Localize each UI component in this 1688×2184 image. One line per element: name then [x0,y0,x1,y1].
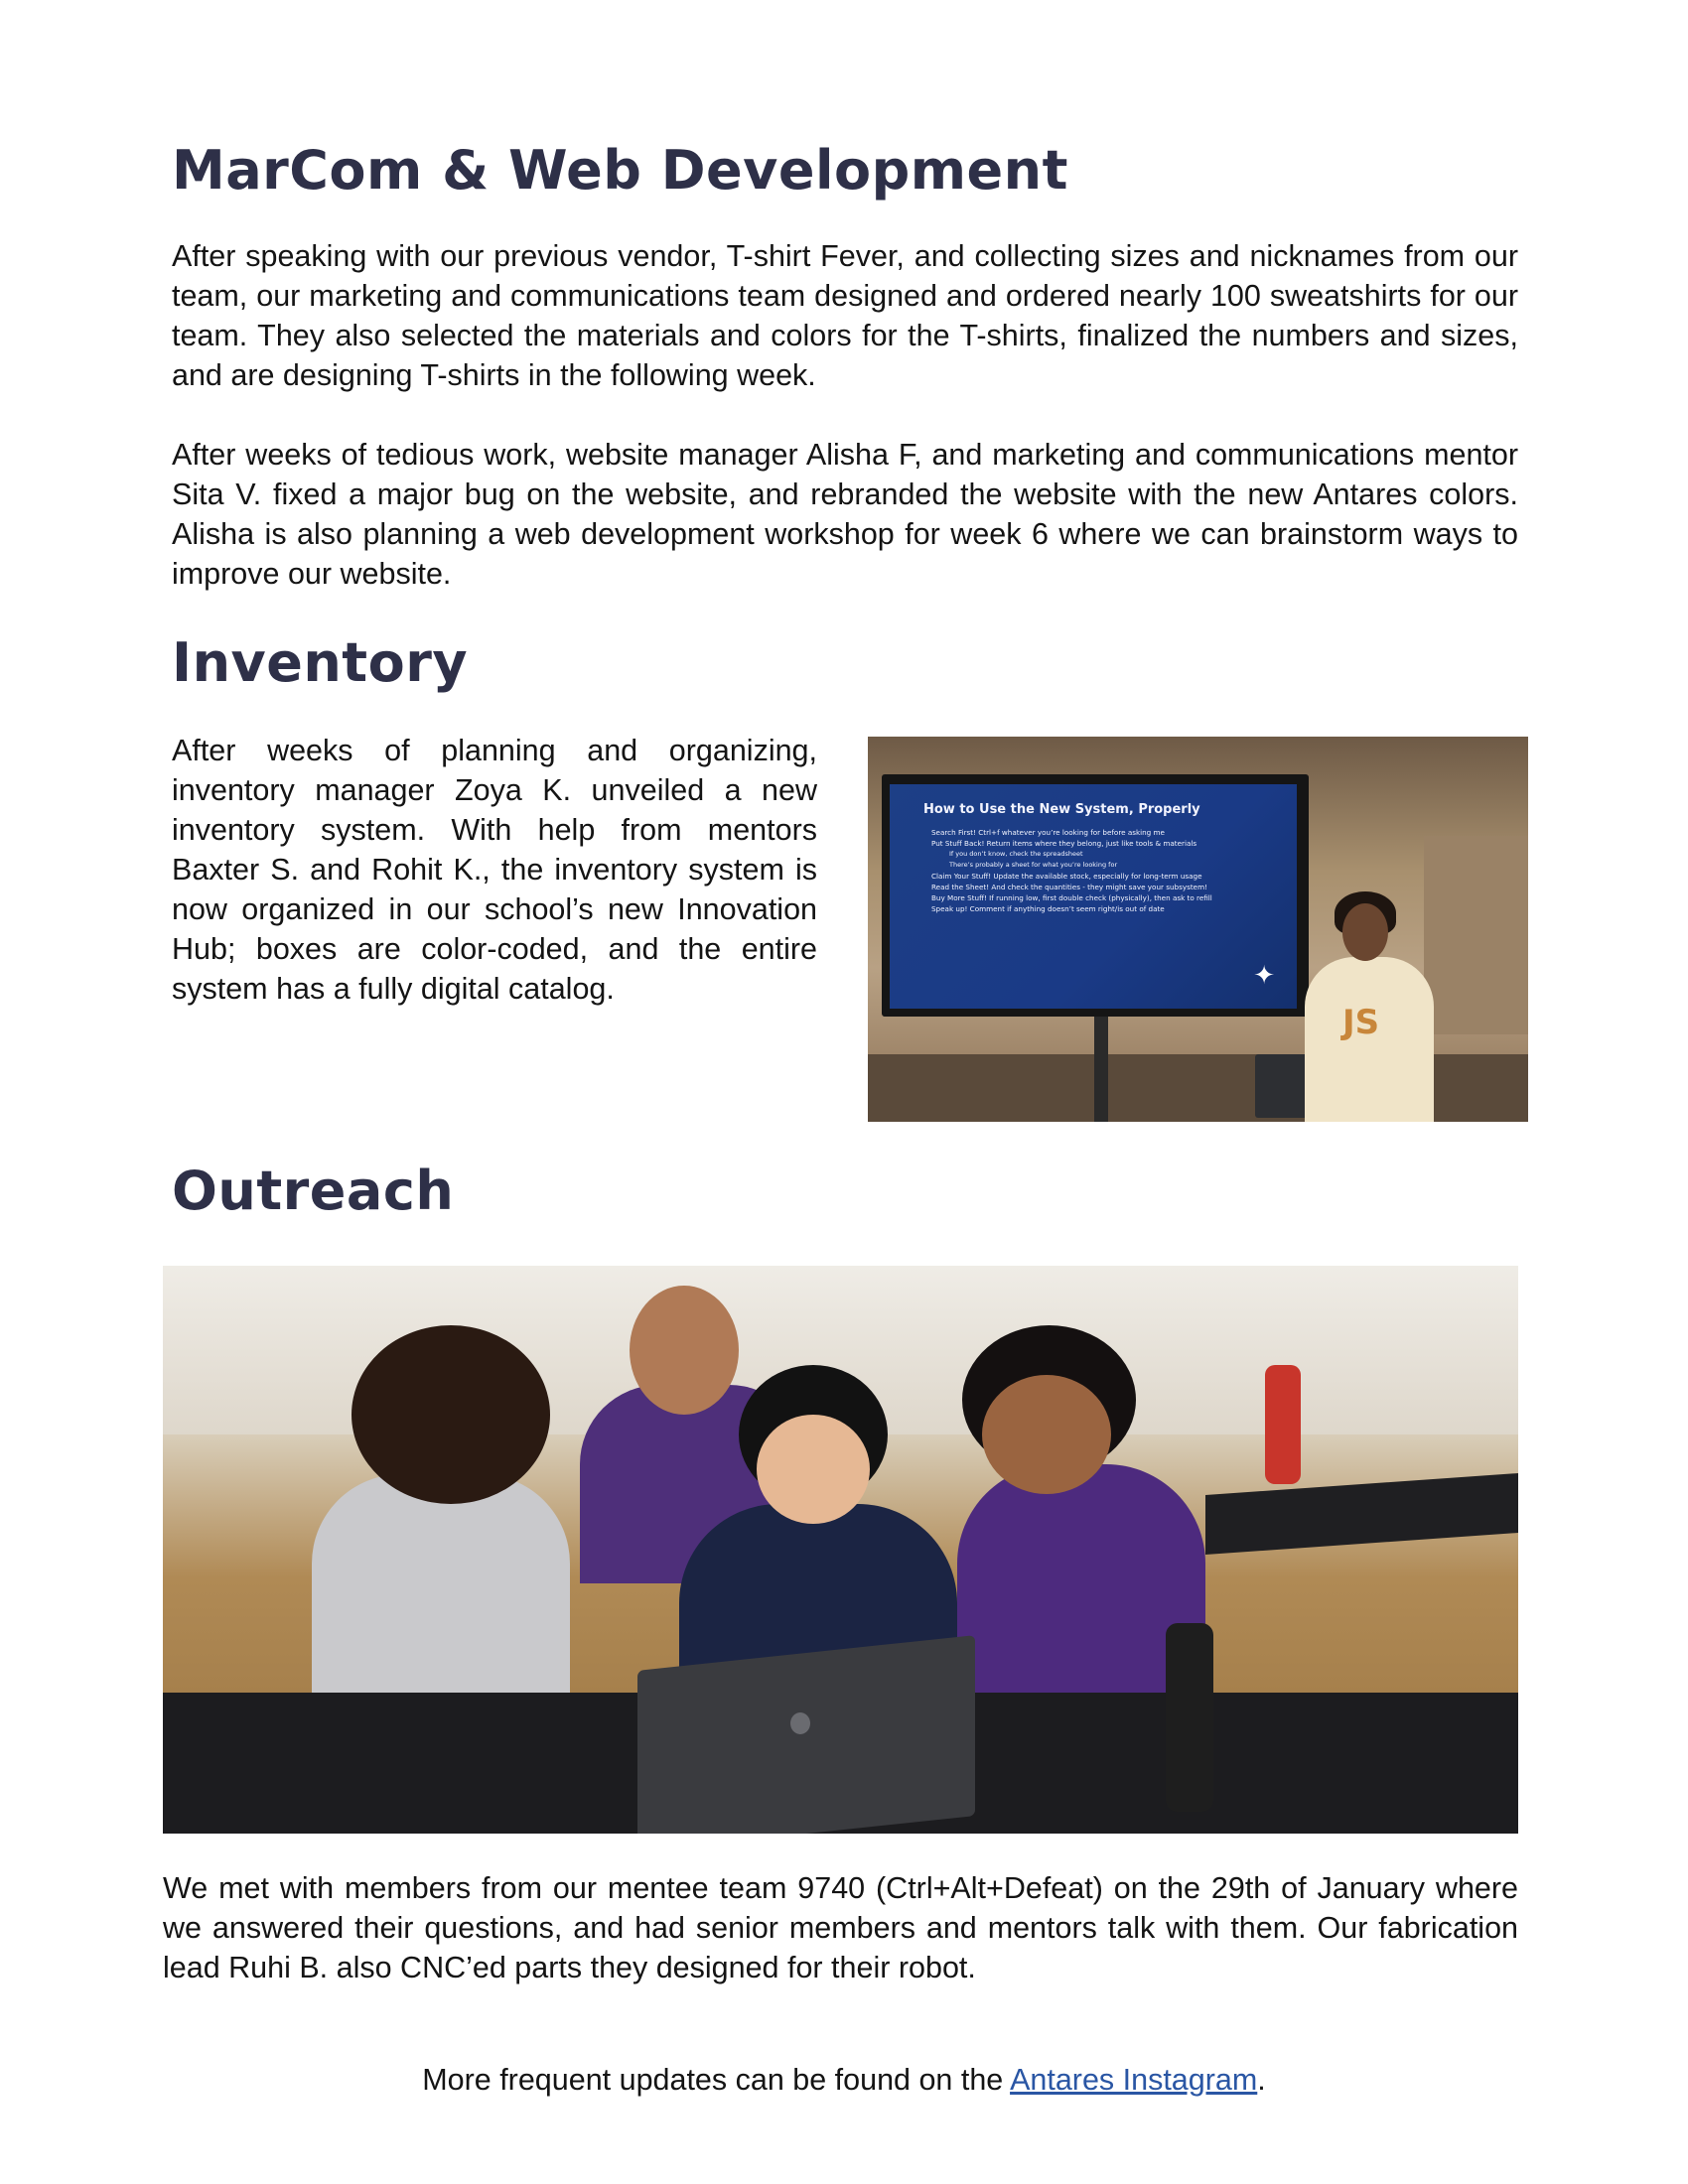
student-face [757,1415,870,1524]
slide-line: Speak up! Comment if anything doesn’t seem right/is out of date [931,904,1165,913]
slide-line: There’s probably a sheet for what you’re looking for [949,861,1118,869]
instagram-link[interactable]: Antares Instagram [1010,2063,1258,2097]
mentor-head [630,1286,739,1415]
water-bottle [1265,1365,1301,1484]
slide-line: If you don’t know, check the spreadsheet [949,850,1083,858]
tv-stand [1094,1017,1108,1122]
slide-title: How to Use the New System, Properly [923,802,1200,817]
marcom-paragraph-1: After speaking with our previous vendor, T-shirt Fever, and collecting sizes and nicknames from our team, our marketing and communications team designed and ordered nearly 100 sweatshirts for our team. They also selected the materials and colors for the T-shirts, finalized the numbers and sizes, and are designing T-shirts in the following week. [172,239,1518,392]
laptop-logo-icon [790,1712,810,1734]
outreach-heading: Outreach [172,1160,455,1222]
footer-line [0,2063,1688,2098]
tv-monitor [882,774,1309,1017]
slide-line: Claim Your Stuff! Update the available stock, especially for long-term usage [931,872,1202,881]
outreach-photo [163,1266,1518,1834]
presenter-face [1342,903,1388,961]
student-face [982,1375,1111,1494]
inventory-heading: Inventory [172,631,469,694]
shelf [1424,836,1528,1034]
slide-line: Read the Sheet! And check the quantities - they might save your subsystem! [931,883,1207,891]
star-logo-icon: ✦ [1253,961,1275,991]
outreach-paragraph: We met with members from our mentee team 9740 (Ctrl+Alt+Defeat) on the 29th of January where we answered their questions, and had senior members and mentors talk with them. Our fabrication lead Ruhi B. also CNC’ed parts they designed for their robot. [163,1871,1518,1984]
slide-line: Search First! Ctrl+f whatever you’re looking for before asking me [931,828,1165,837]
inventory-paragraph: After weeks of planning and organizing, inventory manager Zoya K. unveiled a new inventory system. With help from mentors Baxter S. and Rohit K., the inventory system is now organized in our school’s new Innovation Hub; boxes are color-coded, and the entire system has a fully digital catalog. [172,734,817,1006]
sweatshirt-logo: JS [1342,1003,1380,1042]
slide-line: Buy More Stuff! If running low, first double check (physically), then ask to refill [931,893,1212,902]
black-bottle [1166,1623,1213,1812]
inventory-photo [868,737,1528,1122]
slide-line: Put Stuff Back! Return items where they belong, just like tools & materials [931,839,1197,848]
presentation-slide [890,784,1297,1009]
laptop [637,1635,975,1834]
footer-suffix: . [1257,2063,1266,2097]
footer-prefix: More frequent updates can be found on the [422,2063,1011,2097]
marcom-heading: MarCom & Web Development [172,139,1068,202]
student-head [352,1325,550,1504]
lab-desk [1205,1473,1518,1555]
marcom-paragraph-2: After weeks of tedious work, website manager Alisha F, and marketing and communications mentor Sita V. fixed a major bug on the website, and rebranded the website with the new Antares colors. Alisha is also planning a web development workshop for week 6 where we can brainstorm ways to improve our website. [172,438,1518,591]
